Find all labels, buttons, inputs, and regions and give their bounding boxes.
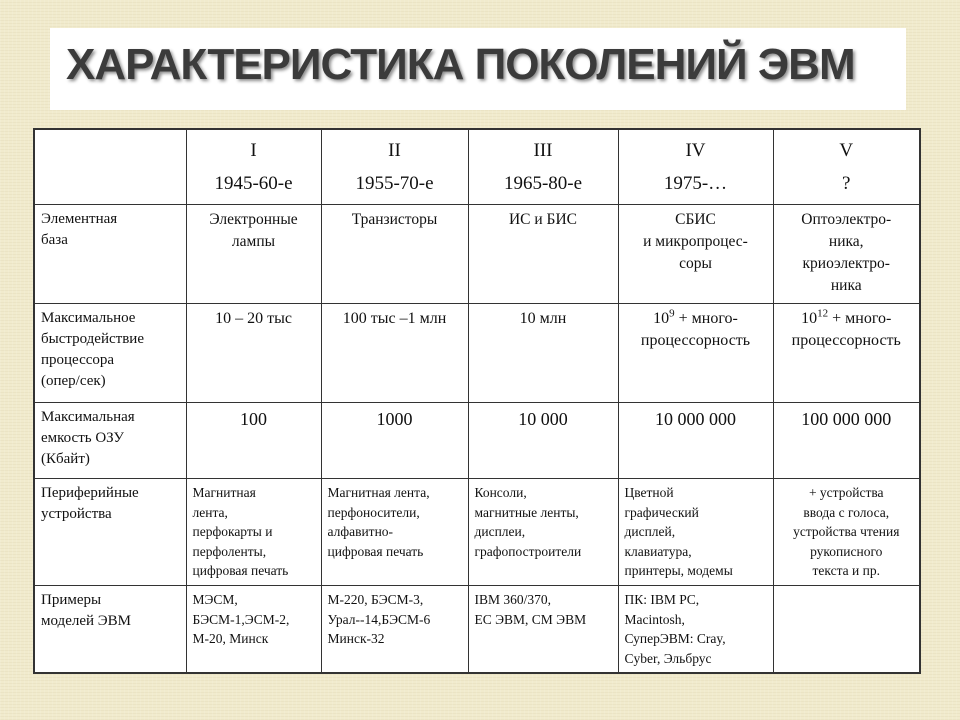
cell-line: СуперЭВМ: Cray, xyxy=(624,631,726,646)
cell-line: принтеры, модемы xyxy=(624,563,733,578)
label-line: Периферийные xyxy=(41,485,139,501)
label-line: Максимальная xyxy=(41,409,135,425)
cell-line: Магнитная xyxy=(192,485,256,500)
header-row xyxy=(34,129,920,205)
cell-line: лента, xyxy=(192,504,228,520)
cell-element-base-gen-3 xyxy=(468,205,618,304)
power-rest: + много- xyxy=(674,310,738,327)
page-title: ХАРАКТЕРИСТИКА ПОКОЛЕНИЙ ЭВМ xyxy=(66,40,855,89)
cell-line: перфоленты, xyxy=(192,543,267,559)
cell-line: 10 – 20 тыс xyxy=(215,310,292,327)
label-line: (Кбайт) xyxy=(41,451,90,467)
cell-speed-gen-4 xyxy=(618,304,773,403)
cell-line: Cyber, Эльбрус xyxy=(624,650,712,666)
cell-line: клавиатура, xyxy=(624,543,692,559)
cell-line: ника xyxy=(830,277,862,294)
cell-line: ЕС ЭВМ, СМ ЭВМ xyxy=(474,611,587,627)
cell-examples-gen-3 xyxy=(468,586,618,674)
cell-line: Урал--14,БЭСМ-6 xyxy=(327,611,431,627)
cell-line: криоэлектро- xyxy=(802,255,890,272)
row-memory xyxy=(34,403,920,479)
cell-line: устройства чтения xyxy=(793,524,900,539)
cell-line: графопостроители xyxy=(474,543,582,559)
cell-line xyxy=(625,308,767,330)
cell-line: ПК: IBM PC, xyxy=(624,592,700,607)
cell-line: цифровая печать xyxy=(327,543,424,559)
row-label-peripherals xyxy=(34,479,186,586)
cell-line: Транзисторы xyxy=(351,211,438,228)
gen-number: IV xyxy=(685,140,706,161)
cell-line: перфокарты и xyxy=(192,524,273,539)
cell-line: + устройства xyxy=(808,485,884,500)
cell-peripherals-gen-2 xyxy=(321,479,468,586)
corner-cell xyxy=(34,129,186,205)
cell-memory-gen-5: 100 000 000 xyxy=(773,403,920,479)
cell-memory-gen-1: 100 xyxy=(186,403,321,479)
cell-examples-gen-2 xyxy=(321,586,468,674)
cell-line: Macintosh, xyxy=(624,611,685,627)
cell-line: текста и пр. xyxy=(812,563,880,578)
cell-element-base-gen-2 xyxy=(321,205,468,304)
cell-line: СБИС xyxy=(675,211,716,228)
gen-number: V xyxy=(839,140,854,161)
cell-line xyxy=(780,308,914,330)
cell-peripherals-gen-5 xyxy=(773,479,920,586)
label-line: база xyxy=(41,232,68,248)
cell-element-base-gen-1 xyxy=(186,205,321,304)
cell-line: процессорность xyxy=(640,332,751,349)
cell-line: цифровая печать xyxy=(192,563,289,578)
gen-years: 1955-70-е xyxy=(355,173,434,194)
cell-line: процессорность xyxy=(791,332,901,349)
label-line: Максимальное xyxy=(41,310,136,326)
row-element-base xyxy=(34,205,920,304)
power-base: 10 xyxy=(653,310,670,327)
title-banner xyxy=(50,28,906,110)
cell-line: магнитные ленты, xyxy=(474,504,579,520)
cell-element-base-gen-5 xyxy=(773,205,920,304)
cell-line: Цветной xyxy=(624,485,674,500)
label-line: емкость ОЗУ xyxy=(41,430,124,446)
row-label-examples xyxy=(34,586,186,674)
cell-line: Минск-32 xyxy=(327,631,385,646)
row-label-memory xyxy=(34,403,186,479)
row-examples xyxy=(34,586,920,674)
row-speed xyxy=(34,304,920,403)
cell-line: Оптоэлектро- xyxy=(801,211,892,228)
cell-line: лампы xyxy=(231,233,276,250)
cell-peripherals-gen-4 xyxy=(618,479,773,586)
cell-memory-gen-3: 10 000 xyxy=(468,403,618,479)
cell-line: 10 млн xyxy=(519,310,567,327)
header-gen-2 xyxy=(321,129,468,205)
label-line: устройства xyxy=(41,506,112,522)
cell-line: и микропроцес- xyxy=(643,233,748,250)
gen-years: ? xyxy=(842,173,851,194)
cell-line: Консоли, xyxy=(474,485,527,500)
cell-line: Магнитная лента, xyxy=(327,485,430,500)
cell-line: МЭСМ, xyxy=(192,592,238,607)
row-label-speed xyxy=(34,304,186,403)
cell-speed-gen-3 xyxy=(468,304,618,403)
cell-line: ввода с голоса, xyxy=(803,504,890,520)
gen-number: III xyxy=(533,140,553,161)
cell-element-base-gen-4 xyxy=(618,205,773,304)
power-rest: + много- xyxy=(828,310,892,327)
label-line: (опер/сек) xyxy=(41,373,106,389)
header-gen-5 xyxy=(773,129,920,205)
cell-line: соры xyxy=(679,255,712,272)
cell-examples-gen-4 xyxy=(618,586,773,674)
header-gen-3 xyxy=(468,129,618,205)
cell-memory-gen-2: 1000 xyxy=(321,403,468,479)
cell-line: Электронные xyxy=(209,211,298,228)
label-line: Примеры xyxy=(41,592,102,608)
cell-memory-gen-4: 10 000 000 xyxy=(618,403,773,479)
cell-line: графический xyxy=(624,504,699,520)
power-exponent: 12 xyxy=(817,307,829,320)
power-exponent: 9 xyxy=(669,307,675,320)
cell-line: ИС и БИС xyxy=(508,211,577,228)
cell-speed-gen-2 xyxy=(321,304,468,403)
header-gen-1 xyxy=(186,129,321,205)
cell-peripherals-gen-1 xyxy=(186,479,321,586)
cell-line: IBM 360/370, xyxy=(474,592,552,607)
label-line: процессора xyxy=(41,352,115,368)
gen-number: II xyxy=(388,140,401,161)
cell-examples-gen-1 xyxy=(186,586,321,674)
cell-line: перфоносители, xyxy=(327,504,420,520)
cell-peripherals-gen-3 xyxy=(468,479,618,586)
cell-line: М-220, БЭСМ-3, xyxy=(327,592,424,607)
label-line: быстродействие xyxy=(41,331,144,347)
cell-speed-gen-5 xyxy=(773,304,920,403)
header-gen-4 xyxy=(618,129,773,205)
cell-line: рукописного xyxy=(810,543,883,559)
row-peripherals xyxy=(34,479,920,586)
gen-years: 1945-60-е xyxy=(214,173,293,194)
label-line: моделей ЭВМ xyxy=(41,613,132,629)
cell-line: 100 тыс –1 млн xyxy=(342,310,447,327)
cell-line: ника, xyxy=(828,233,864,250)
cell-line: М-20, Минск xyxy=(192,631,269,646)
cell-line: алфавитно- xyxy=(327,524,394,539)
gen-years: 1975-… xyxy=(663,173,728,194)
cell-line: БЭСМ-1,ЭСМ-2, xyxy=(192,611,290,627)
row-label-element-base xyxy=(34,205,186,304)
cell-speed-gen-1 xyxy=(186,304,321,403)
label-line: Элементная xyxy=(41,211,118,227)
gen-years: 1965-80-е xyxy=(503,173,583,194)
cell-examples-gen-5 xyxy=(773,586,920,674)
generations-table xyxy=(33,128,921,674)
cell-line: дисплеи, xyxy=(474,524,526,539)
cell-line: дисплей, xyxy=(624,524,676,539)
gen-number: I xyxy=(250,140,257,161)
power-base: 10 xyxy=(801,310,818,327)
